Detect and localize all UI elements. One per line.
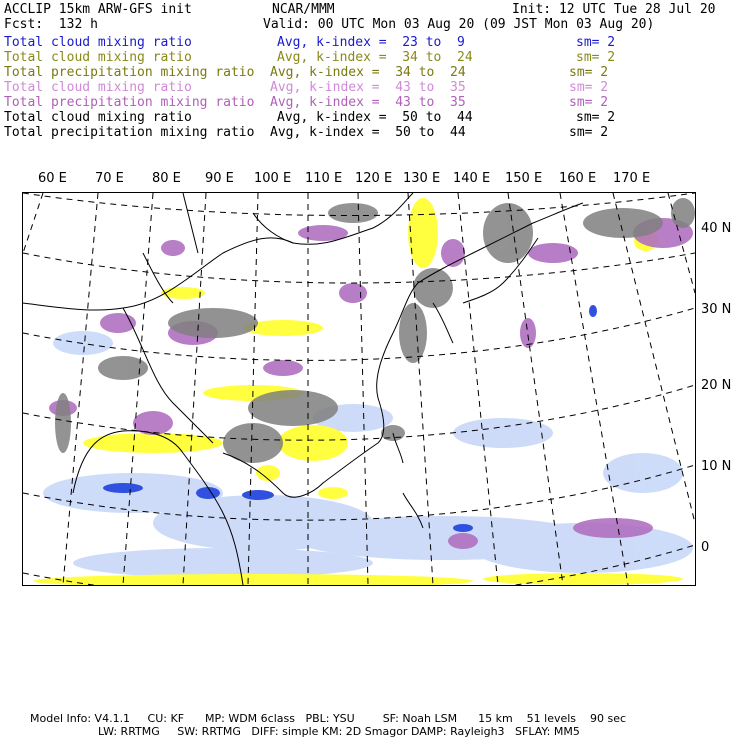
institution-label: NCAR/MMM bbox=[272, 2, 335, 17]
field-avg: Avg, k-index = 43 to 35 bbox=[270, 80, 466, 95]
longitude-label: 70 E bbox=[95, 171, 124, 186]
field-smoothing: sm= 2 bbox=[576, 50, 616, 65]
forecast-hour: Fcst: 132 h bbox=[4, 17, 98, 32]
field-smoothing: sm= 2 bbox=[569, 95, 609, 110]
latitude-label: 20 N bbox=[701, 378, 732, 393]
longitude-label: 140 E bbox=[453, 171, 491, 186]
longitude-label: 160 E bbox=[559, 171, 597, 186]
field-avg: Avg, k-index = 34 to 24 bbox=[277, 50, 473, 65]
field-avg: Avg, k-index = 23 to 9 bbox=[277, 35, 465, 50]
model-info-line2: LW: RRTMG SW: RRTMG DIFF: simple KM: 2D Smagor DAMP: Rayleigh3 SFLAY: MM5 bbox=[98, 725, 580, 738]
longitude-label: 60 E bbox=[38, 171, 67, 186]
forecast-map bbox=[23, 193, 695, 585]
field-name: Total precipitation mixing ratio bbox=[4, 95, 255, 110]
field-smoothing: sm= 2 bbox=[576, 110, 616, 125]
longitude-label: 120 E bbox=[355, 171, 393, 186]
valid-time: Valid: 00 UTC Mon 03 Aug 20 (09 JST Mon 03 Aug 20) bbox=[263, 17, 655, 32]
latitude-label: 10 N bbox=[701, 459, 732, 474]
field-smoothing: sm= 2 bbox=[569, 80, 609, 95]
longitude-label: 90 E bbox=[205, 171, 234, 186]
longitude-label: 170 E bbox=[613, 171, 651, 186]
field-smoothing: sm= 2 bbox=[576, 35, 616, 50]
latitude-label: 30 N bbox=[701, 302, 732, 317]
field-avg: Avg, k-index = 43 to 35 bbox=[270, 95, 466, 110]
field-name: Total cloud mixing ratio bbox=[4, 110, 192, 125]
init-time: Init: 12 UTC Tue 28 Jul 20 bbox=[512, 2, 716, 17]
field-name: Total cloud mixing ratio bbox=[4, 35, 192, 50]
field-avg: Avg, k-index = 50 to 44 bbox=[270, 125, 466, 140]
field-avg: Avg, k-index = 34 to 24 bbox=[270, 65, 466, 80]
map-panel bbox=[22, 192, 696, 586]
longitude-label: 100 E bbox=[254, 171, 292, 186]
field-smoothing: sm= 2 bbox=[569, 125, 609, 140]
model-info-line1: Model Info: V4.1.1 CU: KF MP: WDM 6class PBL: YSU SF: Noah LSM 15 km 51 levels 90 sec bbox=[30, 712, 627, 725]
field-name: Total cloud mixing ratio bbox=[4, 50, 192, 65]
field-name: Total precipitation mixing ratio bbox=[4, 65, 255, 80]
latitude-label: 0 bbox=[701, 540, 710, 555]
field-avg: Avg, k-index = 50 to 44 bbox=[277, 110, 473, 125]
plot-title: ACCLIP 15km ARW-GFS init bbox=[4, 2, 192, 17]
longitude-label: 150 E bbox=[505, 171, 543, 186]
field-smoothing: sm= 2 bbox=[569, 65, 609, 80]
longitude-label: 110 E bbox=[305, 171, 343, 186]
longitude-label: 130 E bbox=[403, 171, 441, 186]
field-name: Total cloud mixing ratio bbox=[4, 80, 192, 95]
field-name: Total precipitation mixing ratio bbox=[4, 125, 255, 140]
latitude-label: 40 N bbox=[701, 221, 732, 236]
longitude-label: 80 E bbox=[152, 171, 181, 186]
